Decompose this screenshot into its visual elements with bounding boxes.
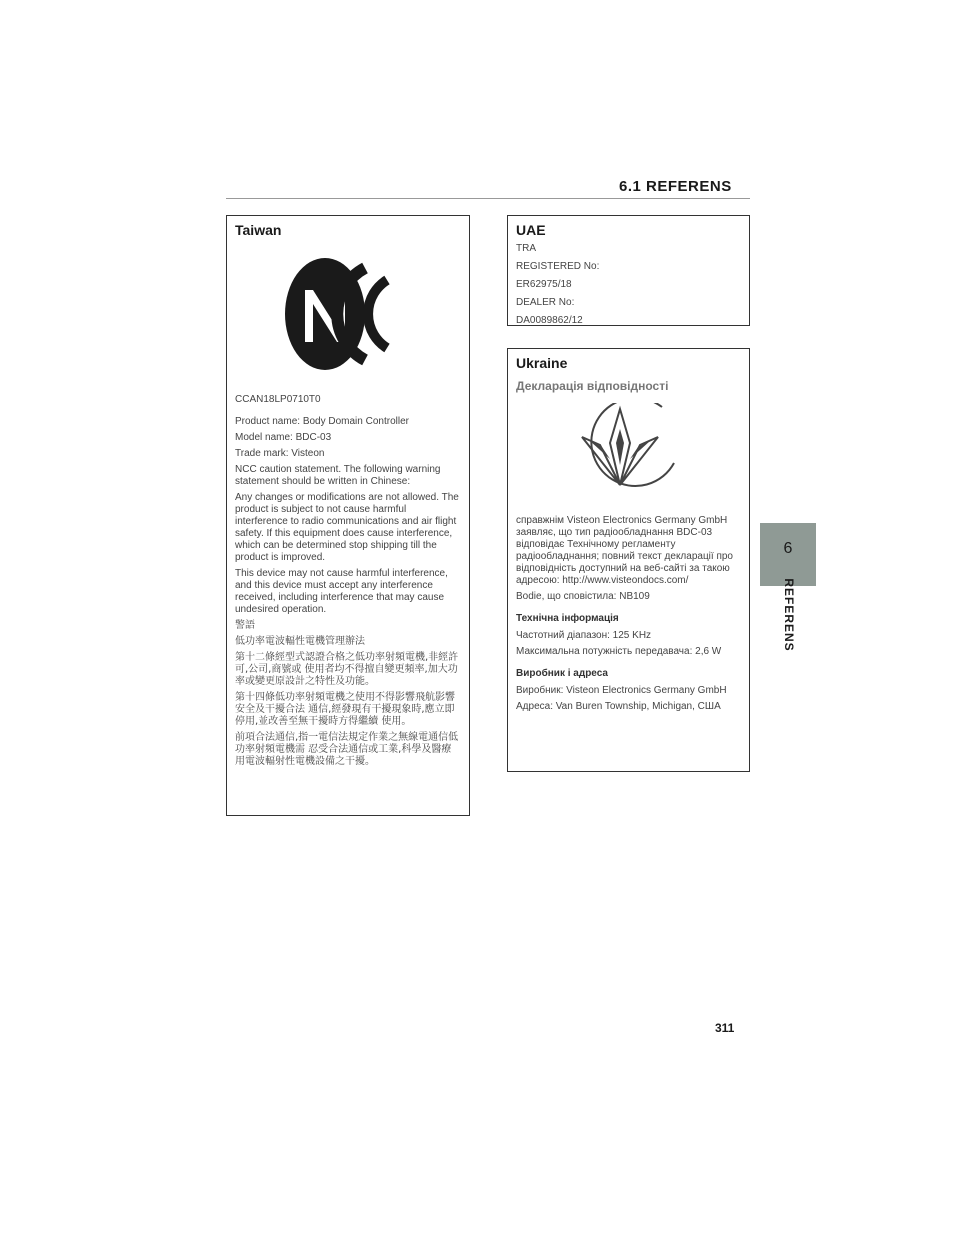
page-number: 311 — [715, 1021, 735, 1035]
taiwan-cjk-2: 第十二條經型式認證合格之低功率射頻電機,非經許可,公司,商號或 使用者均不得擅自變更頻率,加大功率或變更原設計之特性及功能。 — [235, 652, 459, 687]
ukraine-body-line: Bodie, що сповістила: NB109 — [516, 591, 650, 602]
ukraine-declaration: справжнім Visteon Electronics Germany GmbH заявляє, що тип радіообладнання BDC-03 відповідає Технічному регламенту радіообладнання; повний текст декларації про відповідність доступний на веб-сайті за такою адресою: http://www.visteondocs.com/ — [516, 515, 733, 586]
ukraine-maker-line-0: Виробник: Visteon Electronics Germany GmbH — [516, 685, 727, 696]
uae-line-0: TRA — [516, 243, 536, 254]
ua-conformity-mark-icon — [574, 403, 684, 493]
ukraine-tech-line-1: Максимальна потужність передавача: 2,6 W — [516, 646, 722, 657]
ukraine-title: Ukraine — [516, 355, 568, 371]
ukraine-panel — [507, 348, 750, 772]
ukraine-subtitle: Декларація відповідності — [516, 379, 669, 393]
ukraine-logo-wrap — [516, 403, 741, 493]
ukraine-tech-head: Технічна інформація — [516, 613, 619, 624]
uae-title: UAE — [516, 222, 546, 238]
header-divider — [226, 198, 750, 199]
taiwan-cjk-4: 前項合法通信,指一電信法規定作業之無線電通信低功率射頻電機需 忍受合法通信或工業,科學及醫療用電波輻射性電機設備之干擾。 — [235, 732, 459, 767]
uae-line-2: ER62975/18 — [516, 279, 572, 290]
taiwan-line-5: This device may not cause harmful interference, and this device must accept any interference received, including interference that may cause undesired operation. — [235, 568, 448, 615]
ukraine-maker-line-1: Адреса: Van Buren Township, Michigan, США — [516, 701, 721, 712]
taiwan-line-4: Any changes or modifications are not allowed. The product is subject to not cause harmful interference to radio communications and air flight safety. If this equipment does cause interference, which can be determined stop shipping till the product is improved. — [235, 492, 459, 563]
taiwan-panel — [226, 215, 470, 816]
taiwan-cjk-0: 警語 — [235, 620, 255, 631]
taiwan-logo-wrap — [235, 254, 461, 374]
section-header: 6.1 REFERENS — [619, 178, 732, 195]
taiwan-title: Taiwan — [235, 222, 282, 238]
taiwan-line-1: Model name: BDC-03 — [235, 432, 332, 443]
taiwan-cjk-1: 低功率電波輻性電機管理辦法 — [235, 636, 365, 647]
ncc-logo-icon — [283, 254, 413, 374]
uae-line-1: REGISTERED No: — [516, 261, 600, 272]
ukraine-maker-head: Виробник і адреса — [516, 668, 608, 679]
taiwan-cjk-3: 第十四條低功率射頻電機之使用不得影響飛航影響安全及干擾合法 通信,經發現有干擾現象時,應立即停用,並改善至無干擾時方得繼續 使用。 — [235, 692, 455, 727]
taiwan-line-2: Trade mark: Visteon — [235, 448, 325, 459]
taiwan-line-3: NCC caution statement. The following warning statement should be written in Chinese: — [235, 464, 441, 487]
taiwan-line-0: Product name: Body Domain Controller — [235, 416, 409, 427]
chapter-tab-label: REFERENS — [782, 578, 796, 652]
uae-line-3: DEALER No: — [516, 297, 575, 308]
uae-panel — [507, 215, 750, 326]
ukraine-tech-line-0: Частотний діапазон: 125 KHz — [516, 630, 652, 641]
taiwan-cert-code: CCAN18LP0710T0 — [235, 394, 321, 405]
chapter-tab-number: 6 — [783, 540, 793, 557]
uae-line-4: DA0089862/12 — [516, 315, 583, 326]
